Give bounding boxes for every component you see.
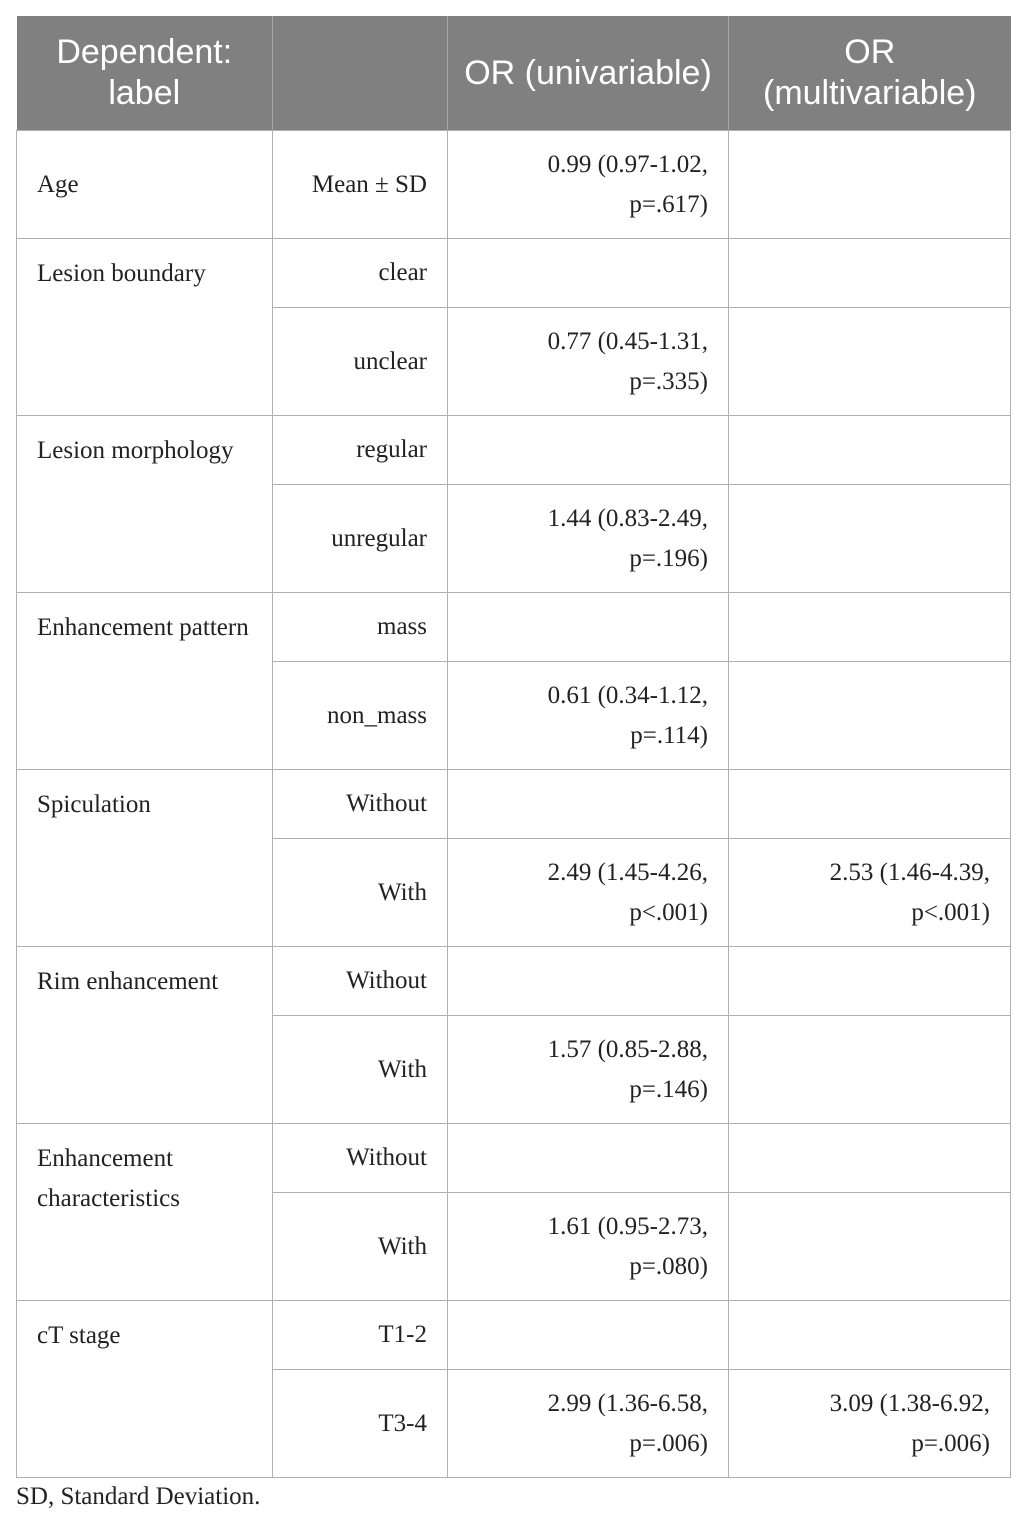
- level-label: mass: [273, 593, 448, 662]
- variable-label: Rim enhancement: [17, 947, 273, 1124]
- or-univariable-value: 0.61 (0.34-1.12, p=.114): [547, 681, 708, 749]
- table-row: [17, 593, 1011, 662]
- or-multivariable-cell: [729, 1370, 1011, 1478]
- table-row: [17, 416, 1011, 485]
- or-univariable-cell: [448, 1016, 729, 1124]
- or-univariable-cell: [448, 770, 729, 839]
- header-or-univariable: OR (univariable): [448, 16, 729, 131]
- table-footnote: SD, Standard Deviation.: [16, 1483, 261, 1510]
- or-univariable-value: 1.57 (0.85-2.88, p=.146): [547, 1035, 708, 1103]
- level-label: With: [273, 1016, 448, 1124]
- level-label: regular: [273, 416, 448, 485]
- or-multivariable-cell: [729, 1016, 1011, 1124]
- variable-label: Lesion boundary: [17, 239, 273, 416]
- level-label: T1-2: [273, 1301, 448, 1370]
- or-multivariable-cell: [729, 662, 1011, 770]
- or-univariable-cell: [448, 416, 729, 485]
- table-row: [17, 131, 1011, 239]
- or-univariable-value: 2.49 (1.45-4.26, p<.001): [547, 858, 708, 926]
- or-multivariable-cell: [729, 308, 1011, 416]
- or-univariable-cell: [448, 308, 729, 416]
- or-univariable-cell: [448, 1301, 729, 1370]
- or-multivariable-cell: [729, 947, 1011, 1016]
- or-multivariable-cell: [729, 131, 1011, 239]
- level-label: clear: [273, 239, 448, 308]
- level-label: With: [273, 1193, 448, 1301]
- or-univariable-cell: [448, 662, 729, 770]
- or-univariable-cell: [448, 131, 729, 239]
- table-row: [17, 1301, 1011, 1370]
- level-label: Mean ± SD: [273, 131, 448, 239]
- level-label: Without: [273, 947, 448, 1016]
- or-multivariable-cell: [729, 1301, 1011, 1370]
- or-univariable-cell: [448, 485, 729, 593]
- table-row: [17, 947, 1011, 1016]
- table-row: [17, 1124, 1011, 1193]
- level-label: Without: [273, 1124, 448, 1193]
- variable-label: Enhancement characteristics: [17, 1124, 273, 1301]
- or-multivariable-value: 2.53 (1.46-4.39, p<.001): [829, 858, 990, 926]
- or-univariable-cell: [448, 239, 729, 308]
- or-univariable-value: 0.77 (0.45-1.31, p=.335): [547, 327, 708, 395]
- or-univariable-cell: [448, 1124, 729, 1193]
- header-or-multivariable: OR (multivariable): [729, 16, 1011, 131]
- level-label: unclear: [273, 308, 448, 416]
- level-label: Without: [273, 770, 448, 839]
- or-univariable-cell: [448, 839, 729, 947]
- level-label: unregular: [273, 485, 448, 593]
- variable-label: cT stage: [17, 1301, 273, 1478]
- or-univariable-value: 0.99 (0.97-1.02, p=.617): [547, 150, 708, 218]
- results-table-container: [16, 16, 1010, 1478]
- or-univariable-value: 1.44 (0.83-2.49, p=.196): [547, 504, 708, 572]
- or-multivariable-cell: [729, 839, 1011, 947]
- variable-label: Lesion morphology: [17, 416, 273, 593]
- or-multivariable-cell: [729, 770, 1011, 839]
- variable-label: Age: [17, 131, 273, 239]
- or-multivariable-cell: [729, 239, 1011, 308]
- or-univariable-cell: [448, 1193, 729, 1301]
- or-univariable-value: 1.61 (0.95-2.73, p=.080): [547, 1212, 708, 1280]
- table-row: [17, 239, 1011, 308]
- or-multivariable-cell: [729, 485, 1011, 593]
- or-univariable-value: 2.99 (1.36-6.58, p=.006): [547, 1389, 708, 1457]
- or-multivariable-cell: [729, 593, 1011, 662]
- or-multivariable-cell: [729, 1193, 1011, 1301]
- level-label: With: [273, 839, 448, 947]
- header-row: [17, 16, 1011, 131]
- odds-ratio-table: [16, 16, 1011, 1478]
- or-multivariable-cell: [729, 1124, 1011, 1193]
- variable-label: Enhancement pattern: [17, 593, 273, 770]
- or-multivariable-cell: [729, 416, 1011, 485]
- header-level: [273, 16, 448, 131]
- header-dependent-label: Dependent: label: [17, 16, 273, 131]
- level-label: non_mass: [273, 662, 448, 770]
- or-univariable-cell: [448, 1370, 729, 1478]
- or-univariable-cell: [448, 947, 729, 1016]
- level-label: T3-4: [273, 1370, 448, 1478]
- or-univariable-cell: [448, 593, 729, 662]
- variable-label: Spiculation: [17, 770, 273, 947]
- table-row: [17, 770, 1011, 839]
- or-multivariable-value: 3.09 (1.38-6.92, p=.006): [829, 1389, 990, 1457]
